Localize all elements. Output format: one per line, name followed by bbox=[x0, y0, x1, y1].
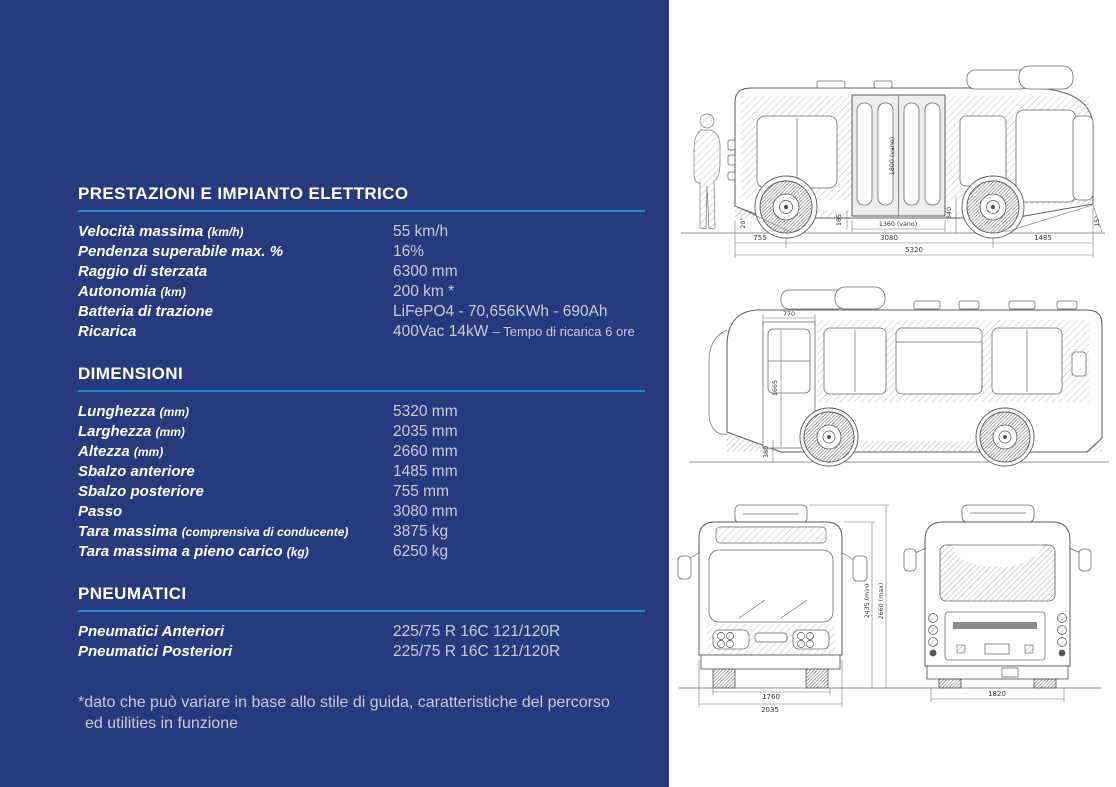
footnote bbox=[78, 692, 645, 734]
windshield-edge bbox=[1073, 116, 1093, 200]
spec-label: Pneumatici Anteriori bbox=[78, 623, 225, 640]
spec-row bbox=[78, 542, 645, 562]
spec-label: Passo bbox=[78, 503, 123, 520]
spec-row bbox=[78, 642, 645, 662]
mirror-right bbox=[841, 552, 867, 581]
dim-total-length-label: 5320 bbox=[905, 246, 923, 254]
mirror-left bbox=[904, 548, 926, 571]
spec-value: 200 km * bbox=[393, 283, 455, 300]
dim-front-overhang-label: 1485 bbox=[1034, 234, 1052, 242]
spec-label: Batteria di trazione bbox=[78, 303, 214, 320]
dim-ground-clearance-label: 380 bbox=[763, 445, 770, 459]
section-rule bbox=[78, 390, 645, 392]
spec-value: 3080 mm bbox=[393, 503, 458, 520]
front-wheel bbox=[713, 669, 735, 688]
spec-label: Larghezza bbox=[78, 423, 152, 440]
spec-label: Tara massima bbox=[78, 523, 178, 540]
spec-label: Sbalzo anteriore bbox=[78, 463, 195, 480]
destination-sign bbox=[716, 527, 826, 543]
tow-hitch-cover bbox=[1002, 668, 1018, 677]
roof-ac-unit bbox=[962, 505, 1034, 522]
spec-row bbox=[78, 402, 645, 422]
roof-ac-unit bbox=[835, 287, 885, 309]
bus-side-door bbox=[728, 66, 1093, 238]
spec-label: Tara massima a pieno carico bbox=[78, 543, 283, 560]
dim-floor-height-label: 340 bbox=[946, 206, 953, 220]
spec-row bbox=[78, 242, 645, 262]
section-prestazioni bbox=[78, 185, 645, 342]
spec-value: 225/75 R 16C 121/120R bbox=[393, 643, 561, 660]
front-wheel bbox=[800, 408, 858, 466]
rear-wheel bbox=[755, 176, 817, 238]
side-view-door-drawing bbox=[681, 66, 1105, 258]
spec-value-note: – Tempo di ricarica 6 ore bbox=[492, 324, 635, 339]
rear-engine-panel bbox=[945, 612, 1045, 660]
spec-value: 3875 kg bbox=[393, 523, 449, 540]
spec-label-suffix: (mm) bbox=[133, 445, 164, 459]
spec-label: Lunghezza bbox=[78, 403, 156, 420]
dim-door-height-label: 1800 (vano) bbox=[889, 136, 896, 176]
front-wheel bbox=[962, 176, 1024, 238]
spec-value: 5320 mm bbox=[393, 403, 458, 420]
spec-row bbox=[78, 282, 645, 302]
spec-row bbox=[78, 462, 645, 482]
spec-value: 6250 kg bbox=[393, 543, 449, 560]
headlight-cluster-right bbox=[793, 630, 829, 649]
dim-driver-door-width-label: 770 bbox=[782, 311, 796, 318]
spec-label-suffix: (comprensiva di conducente) bbox=[181, 525, 349, 539]
spec-row bbox=[78, 322, 645, 342]
spec-value: 400Vac 14kW bbox=[393, 323, 489, 340]
mirror-right bbox=[1069, 548, 1091, 571]
spec-value: 55 km/h bbox=[393, 223, 449, 240]
spec-value: 6300 mm bbox=[393, 263, 458, 280]
windshield bbox=[709, 550, 833, 622]
dim-height-min-label: 2435 (min) bbox=[864, 583, 871, 619]
spec-label: Sbalzo posteriore bbox=[78, 483, 204, 500]
rear-wheel bbox=[976, 408, 1034, 466]
dim-overall-width-label: 2035 bbox=[761, 706, 779, 714]
spec-row bbox=[78, 442, 645, 462]
spec-label-suffix: (km) bbox=[160, 285, 186, 299]
section-rule bbox=[78, 610, 645, 612]
spec-label-suffix: (km/h) bbox=[207, 225, 244, 239]
spec-label: Autonomia bbox=[78, 283, 157, 300]
side-window bbox=[960, 116, 1006, 186]
technical-drawings bbox=[669, 0, 1116, 787]
footnote-line2: ed utilities in funzione bbox=[85, 715, 238, 732]
spec-row bbox=[78, 302, 645, 322]
section-title: PRESTAZIONI E IMPIANTO ELETTRICO bbox=[78, 184, 409, 203]
dim-step-height-label: 185 bbox=[836, 213, 843, 227]
bus-side-driver bbox=[709, 287, 1102, 466]
section-title: DIMENSIONI bbox=[78, 364, 184, 383]
spec-row bbox=[78, 482, 645, 502]
spec-label-suffix: (mm) bbox=[159, 405, 190, 419]
person-figure bbox=[694, 114, 720, 229]
technical-drawings-area bbox=[669, 0, 1116, 787]
spec-row bbox=[78, 262, 645, 282]
spec-row bbox=[78, 622, 645, 642]
spec-label: Raggio di sterzata bbox=[78, 263, 208, 280]
section-dimensioni bbox=[78, 365, 645, 562]
dim-front-angle-label: 15° bbox=[1094, 215, 1101, 227]
spec-label-suffix: (kg) bbox=[286, 545, 309, 559]
spec-value: 225/75 R 16C 121/120R bbox=[393, 623, 561, 640]
dim-height-max-label: 2660 (max) bbox=[878, 582, 885, 620]
bus-rear bbox=[904, 505, 1091, 688]
dim-front-track-label: 1760 bbox=[762, 693, 780, 701]
rear-wheel bbox=[939, 679, 961, 688]
front-side-glass bbox=[1016, 110, 1076, 202]
rear-wheel bbox=[1034, 679, 1056, 688]
spec-row bbox=[78, 522, 645, 542]
side-window bbox=[896, 328, 982, 394]
spec-row bbox=[78, 502, 645, 522]
dim-rear-track-label: 1820 bbox=[988, 690, 1006, 698]
dim-door-width-label: 1360 (vano) bbox=[878, 221, 918, 228]
bus-front bbox=[678, 505, 867, 688]
section-title: PNEUMATICI bbox=[78, 584, 187, 603]
spec-label: Pneumatici Posteriori bbox=[78, 643, 233, 660]
dim-driver-door-height-label: 1665 bbox=[772, 379, 779, 397]
spec-value: LiFePO4 - 70,656KWh - 690Ah bbox=[393, 303, 608, 320]
mirror-left bbox=[678, 552, 700, 579]
rear-window bbox=[935, 524, 1060, 601]
spec-label: Pendenza superabile max. % bbox=[78, 243, 284, 260]
spec-label: Ricarica bbox=[78, 323, 137, 340]
spec-label-suffix: (mm) bbox=[155, 425, 185, 439]
dim-rear-angle-label: 20° bbox=[740, 217, 747, 229]
roof-ac-unit bbox=[1019, 66, 1073, 89]
footnote-line1: *dato che può variare in base allo stile di guida, caratteristiche del percorso bbox=[78, 694, 610, 711]
front-wheel bbox=[806, 669, 828, 688]
rear-view-drawing bbox=[904, 505, 1091, 702]
spec-row bbox=[78, 422, 645, 442]
spec-value: 1485 mm bbox=[393, 463, 458, 480]
spec-label: Velocità massima bbox=[78, 223, 204, 240]
dim-wheelbase-label: 3080 bbox=[880, 234, 898, 242]
rear-view-dimensions bbox=[931, 688, 1064, 702]
spec-value: 755 mm bbox=[393, 483, 449, 500]
spec-label: Altezza bbox=[78, 443, 130, 460]
side-view-driver-drawing bbox=[689, 287, 1109, 466]
section-rule bbox=[78, 210, 645, 212]
spec-value: 2035 mm bbox=[393, 423, 458, 440]
dim-rear-overhang-label: 755 bbox=[753, 234, 767, 242]
headlight-cluster-left bbox=[713, 630, 749, 649]
spec-row bbox=[78, 222, 645, 242]
spec-value: 16% bbox=[393, 243, 425, 260]
spec-value: 2660 mm bbox=[393, 443, 458, 460]
section-pneumatici bbox=[78, 585, 645, 662]
